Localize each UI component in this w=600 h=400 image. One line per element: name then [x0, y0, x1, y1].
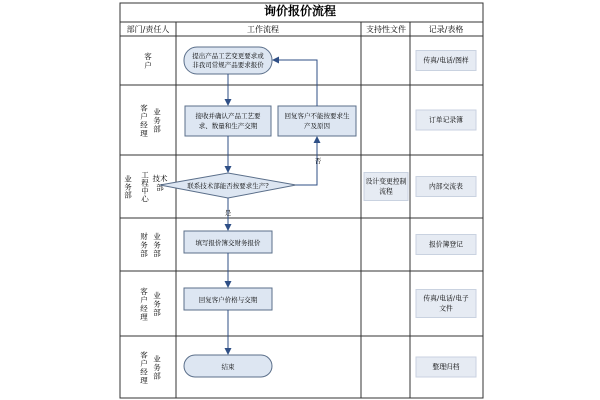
dept-label: 务: [153, 116, 161, 125]
record-label: 报价簿登记: [429, 240, 463, 249]
dept-label: 部: [153, 371, 161, 381]
confirm-node: [185, 106, 271, 136]
dept-label: 客: [144, 52, 152, 61]
dept-label: 经: [140, 120, 148, 130]
dept-label: 工: [141, 170, 149, 180]
dept-label: 理: [140, 312, 148, 322]
docs-column: [364, 173, 408, 201]
dept-label: 技术: [152, 174, 168, 183]
dept-label: 部: [153, 249, 161, 258]
dept-label: 心: [141, 194, 149, 204]
record-label: 传真/电话/图样: [423, 56, 469, 65]
start-node-line-2: 非我司常规产品要求报价: [192, 61, 264, 69]
finance-node: [184, 231, 272, 253]
decision-node-label: 联系技术部能否按要求生产?: [187, 182, 269, 190]
record-label: 文件: [439, 304, 453, 313]
dept-label: 户: [140, 111, 148, 121]
finance-node-label: 填写报价簿交财务报价: [195, 239, 261, 247]
dept-label: 务: [124, 182, 132, 192]
record-label: 订单记录簿: [429, 116, 463, 124]
dept-label: 业: [153, 232, 161, 241]
record-label: 整理归档: [432, 363, 460, 371]
reply-no-node: [278, 106, 356, 136]
start-node: [184, 47, 272, 74]
dept-label: 经: [140, 367, 148, 377]
dept-label: 客: [140, 103, 148, 113]
dept-label: 部: [140, 249, 148, 258]
record-label: 传真/电话/电子: [423, 294, 469, 303]
dept-label: 程: [141, 178, 149, 188]
doc-label: 设计变更控制: [365, 177, 407, 186]
page-title: 询价报价流程: [263, 4, 337, 18]
dept-label: 经: [140, 303, 148, 313]
dept-label: 务: [153, 240, 161, 250]
reply-no-node-line-2: 产及原因: [304, 122, 330, 130]
dept-label: 业: [153, 107, 161, 117]
record-label: 内部交流表: [429, 182, 463, 191]
dept-label: 务: [140, 240, 148, 250]
dept-label: 业: [153, 354, 161, 364]
dept-label: 部: [153, 308, 161, 317]
reply-price-node: [184, 288, 272, 310]
header-records: 记录/表格: [428, 25, 464, 34]
dept-label: 务: [153, 299, 161, 309]
records-column: [416, 51, 476, 378]
dept-label: 户: [140, 295, 148, 305]
arrow-reply-no-to-start: [273, 60, 317, 106]
edge-label-no: 否: [314, 157, 322, 165]
end-node: [184, 355, 272, 377]
end-node-label: 结束: [221, 363, 235, 371]
edge-label-yes: 是: [224, 209, 232, 217]
decision-node: [160, 173, 296, 198]
reply-no-node-line-1: 回复客户不能按要求生: [284, 112, 350, 120]
dept-label: 部: [156, 183, 164, 192]
dept-label: 户: [144, 61, 152, 70]
dept-label: 财: [140, 232, 148, 241]
dept-label: 理: [140, 128, 148, 138]
dept-label: 客: [140, 286, 148, 296]
dept-label: 务: [153, 363, 161, 372]
header-dept: 部门/责任人: [126, 25, 170, 34]
doc-label: 流程: [379, 187, 393, 196]
dept-label: 部: [124, 190, 132, 200]
reply-price-node-label: 回复客户价格与交期: [198, 296, 258, 304]
dept-label: 业: [124, 174, 132, 184]
header-docs: 支持性文件: [366, 25, 406, 34]
dept-label: 客: [140, 350, 148, 360]
confirm-node-line-1: 接收并确认产品工艺要: [195, 112, 261, 120]
dept-label: 理: [140, 375, 148, 385]
dept-label: 中: [141, 186, 149, 196]
dept-label: 户: [140, 358, 148, 368]
dept-label: 业: [153, 291, 161, 300]
start-node-line-1: 提出产品工艺变更要求或: [192, 52, 264, 60]
dept-label: 部: [153, 124, 161, 134]
header-flow: 工作流程: [247, 25, 279, 34]
confirm-node-line-2: 求、数量和生产交期: [198, 122, 258, 130]
